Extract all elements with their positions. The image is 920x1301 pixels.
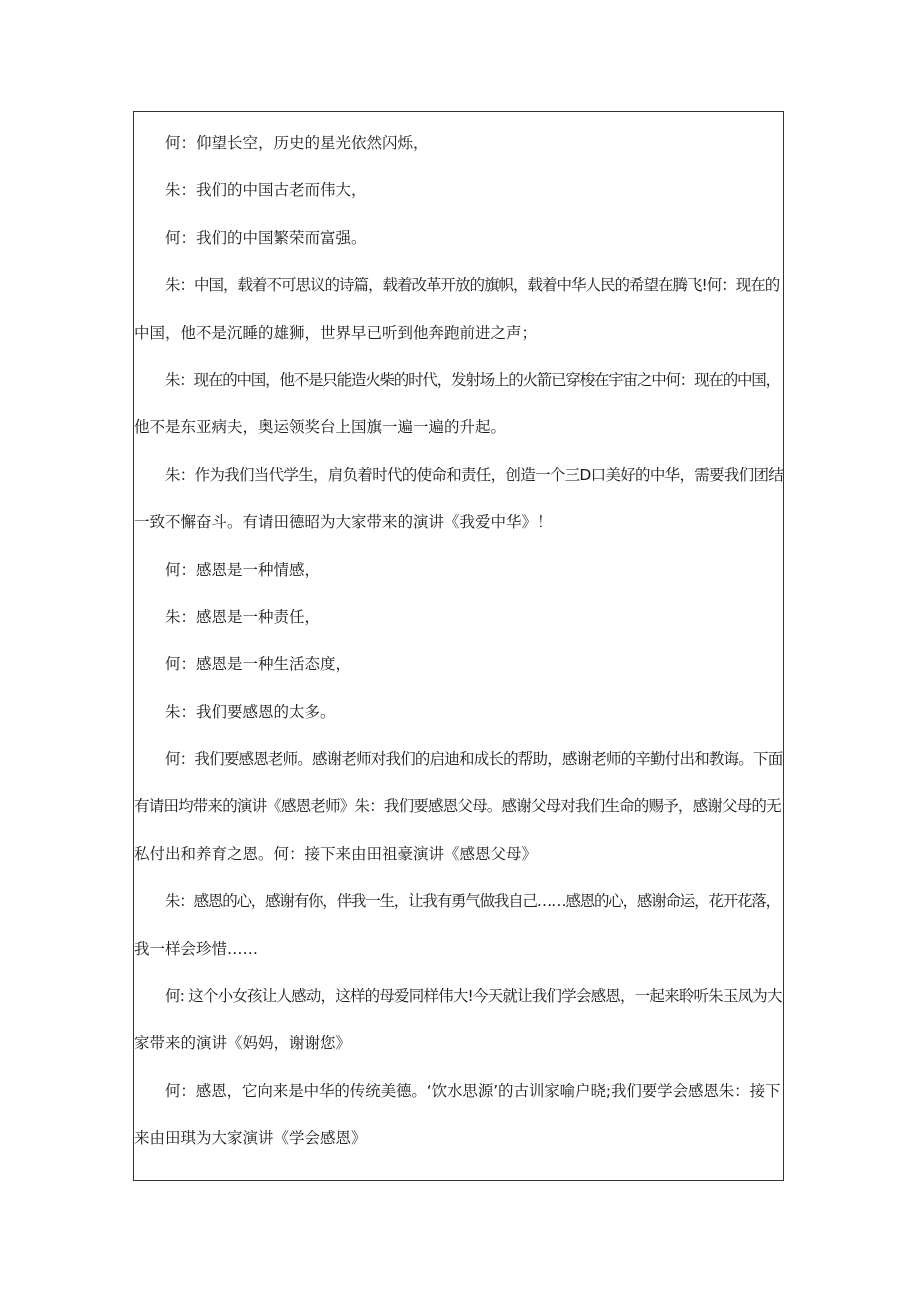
dialogue-line: 何：仰望长空，历史的星光依然闪烁， [165, 134, 429, 152]
dialogue-line: 朱：现在的中国，他不是只能造火柴的时代，发射场上的火箭已穿梭在宇宙之中何：现在的中国， [165, 370, 780, 389]
dialogue-line: 朱：我们的中国古老而伟大， [165, 181, 367, 200]
dialogue-line: 他不是东亚病夫，奥运领奖台上国旗一遍一遍的升起。 [134, 418, 507, 437]
dialogue-line: 私付出和养育之恩。何：接下来由田祖豪演讲《感恩父母》 [134, 844, 538, 863]
dialogue-line: 何：感恩，它向来是中华的传统美德。‘饮水思源’的古训家喻户晓;我们要学会感恩朱：接下 [165, 1081, 781, 1100]
dialogue-line: 何：我们要感恩老师。感谢老师对我们的启迪和成长的帮助，感谢老师的辛勤付出和教诲。下面 [165, 750, 783, 769]
dialogue-line: 朱：感恩的心，感谢有你，伴我一生，让我有勇气做我自己……感恩的心，感谢命运，花开花落， [165, 892, 780, 911]
dialogue-line: 家带来的演讲《妈妈，谢谢您》 [134, 1034, 352, 1053]
dialogue-line: 来由田琪为大家演讲《学会感恩》 [134, 1129, 367, 1148]
dialogue-line: 我一样会珍惜…… [134, 939, 259, 958]
dialogue-line: 何：感恩是一种生活态度， [165, 655, 352, 674]
dialogue-line: 朱：感恩是一种责任， [165, 607, 321, 626]
dialogue-line: 朱：我们要感恩的太多。 [165, 702, 336, 721]
dialogue-line: 何：我们的中国繁荣而富强。 [165, 228, 367, 247]
dialogue-line: 有请田均带来的演讲《感恩老师》朱：我们要感恩父母。感谢父母对我们生命的赐予，感谢父母的无 [134, 797, 781, 816]
dialogue-line: 一致不懈奋斗。有请田德昭为大家带来的演讲《我爱中华》！ [134, 513, 553, 532]
dialogue-script [134, 120, 783, 1163]
dialogue-line: 何：感恩是一种情感， [165, 560, 321, 579]
dialogue-line: 朱：作为我们当代学生，肩负着时代的使命和责任，创造一个三D口美好的中华，需要我们团结 [165, 465, 783, 484]
dialogue-line: 中国，他不是沉睡的雄狮，世界早已听到他奔跑前进之声； [134, 323, 538, 342]
dialogue-line: 朱：中国，载着不可思议的诗篇，载着改革开放的旗帜，载着中华人民的希望在腾飞!何：现在的 [165, 276, 780, 295]
dialogue-line: 何: 这个小女孩让人感动，这样的母爱同样伟大!今天就让我们学会感恩，一起来聆听朱玉凤为大 [165, 987, 782, 1006]
